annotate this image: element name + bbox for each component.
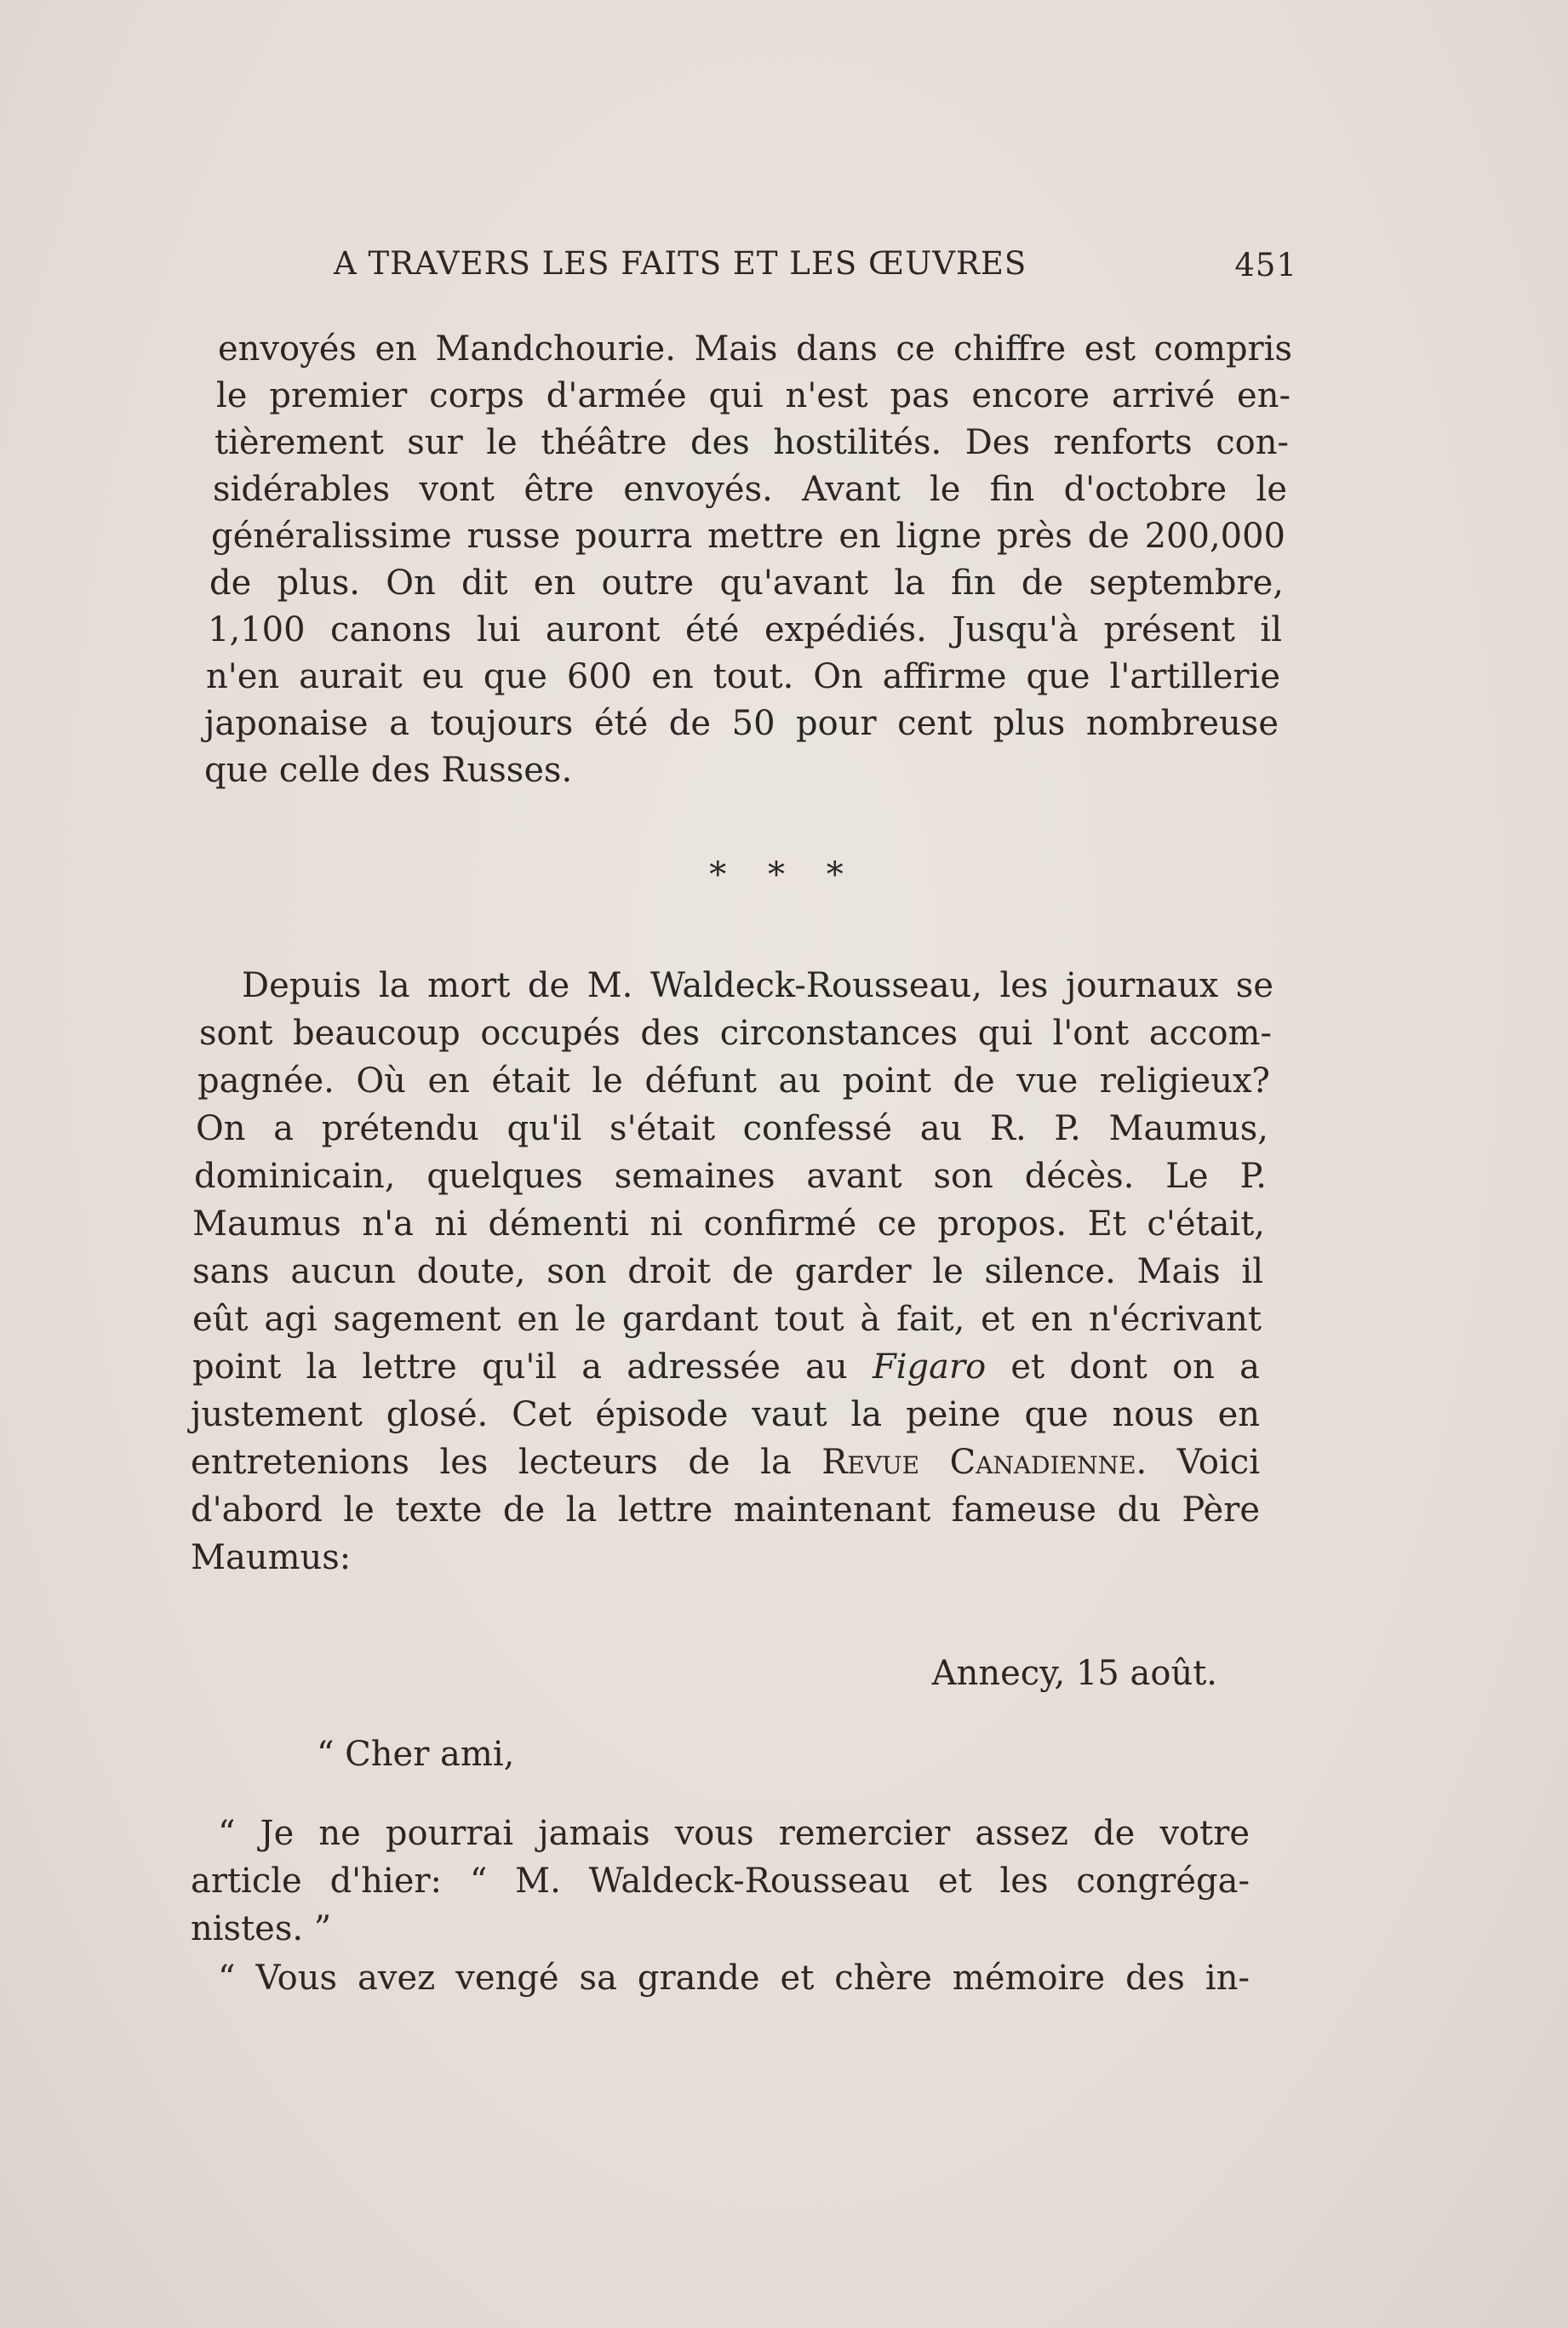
text-line	[192, 1343, 1260, 1391]
text-line: “ Vous avez vengé sa grande et chère mémoire des in-	[218, 1959, 1250, 1998]
text-line: sont beaucoup occupés des circonstances qui l'ont accom-	[199, 1014, 1272, 1053]
text-segment: entretenions les lecteurs de la	[191, 1443, 822, 1482]
text-line: tièrement sur le théâtre des hostilités. Des renforts con-	[215, 423, 1289, 462]
text-line: n'en aurait eu que 600 en tout. On affirme que l'artillerie	[206, 657, 1280, 696]
text-line: justement glosé. Cet épisode vaut la peine que nous en	[191, 1395, 1260, 1434]
running-head-title: A TRAVERS LES FAITS ET LES ŒUVRES	[334, 245, 1027, 282]
text-line: nistes. ”	[191, 1909, 332, 1948]
text-line: Maumus n'a ni démenti ni confirmé ce propos. Et c'était,	[192, 1204, 1265, 1244]
text-line: sans aucun doute, son droit de garder le silence. Mais il	[192, 1252, 1263, 1291]
journal-title-revue-canadienne: Revue Canadienne	[821, 1443, 1136, 1482]
text-line: envoyés en Mandchourie. Mais dans ce chiffre est compris	[218, 329, 1292, 369]
text-segment: point la lettre qu'il a adressée au	[192, 1347, 873, 1387]
text-line: le premier corps d'armée qui n'est pas encore arrivé en-	[216, 376, 1290, 415]
text-line: japonaise a toujours été de 50 pour cent plus nombreuse	[204, 704, 1279, 743]
text-line	[191, 1439, 1260, 1486]
text-line: “ Je ne pourrai jamais vous remercier assez de votre	[218, 1814, 1250, 1853]
letter-salutation: “ Cher ami,	[317, 1735, 515, 1774]
text-segment: . Voici	[1136, 1443, 1261, 1482]
section-separator: * * *	[709, 855, 859, 895]
text-line: pagnée. Où en était le défunt au point de vue religieux?	[197, 1061, 1270, 1101]
letter-dateline: Annecy, 15 août.	[931, 1654, 1217, 1693]
page-number: 451	[1234, 247, 1297, 283]
text-line: Depuis la mort de M. Waldeck-Rousseau, les journaux se	[242, 966, 1273, 1005]
text-line: Maumus:	[191, 1538, 352, 1577]
text-line: sidérables vont être envoyés. Avant le fin d'octobre le	[213, 470, 1287, 509]
text-line: de plus. On dit en outre qu'avant la fin de septembre,	[209, 563, 1284, 603]
text-line: que celle des Russes.	[204, 751, 573, 790]
text-line: d'abord le texte de la lettre maintenant fameuse du Père	[191, 1490, 1260, 1530]
text-segment: et dont on a	[986, 1347, 1260, 1387]
text-line: On a prétendu qu'il s'était confessé au R. P. Maumus,	[196, 1109, 1268, 1148]
text-line: 1,100 canons lui auront été expédiés. Jusqu'à présent il	[208, 610, 1282, 649]
running-head	[334, 245, 1297, 296]
text-line: dominicain, quelques semaines avant son décès. Le P.	[194, 1157, 1267, 1196]
text-line: article d'hier: “ M. Waldeck-Rousseau et les congréga-	[191, 1862, 1250, 1901]
journal-title-figaro: Figaro	[872, 1347, 987, 1387]
text-line: généralissime russe pourra mettre en ligne près de 200,000	[211, 517, 1285, 556]
text-line: eût agi sagement en le gardant tout à fait, et en n'écrivant	[192, 1300, 1262, 1339]
